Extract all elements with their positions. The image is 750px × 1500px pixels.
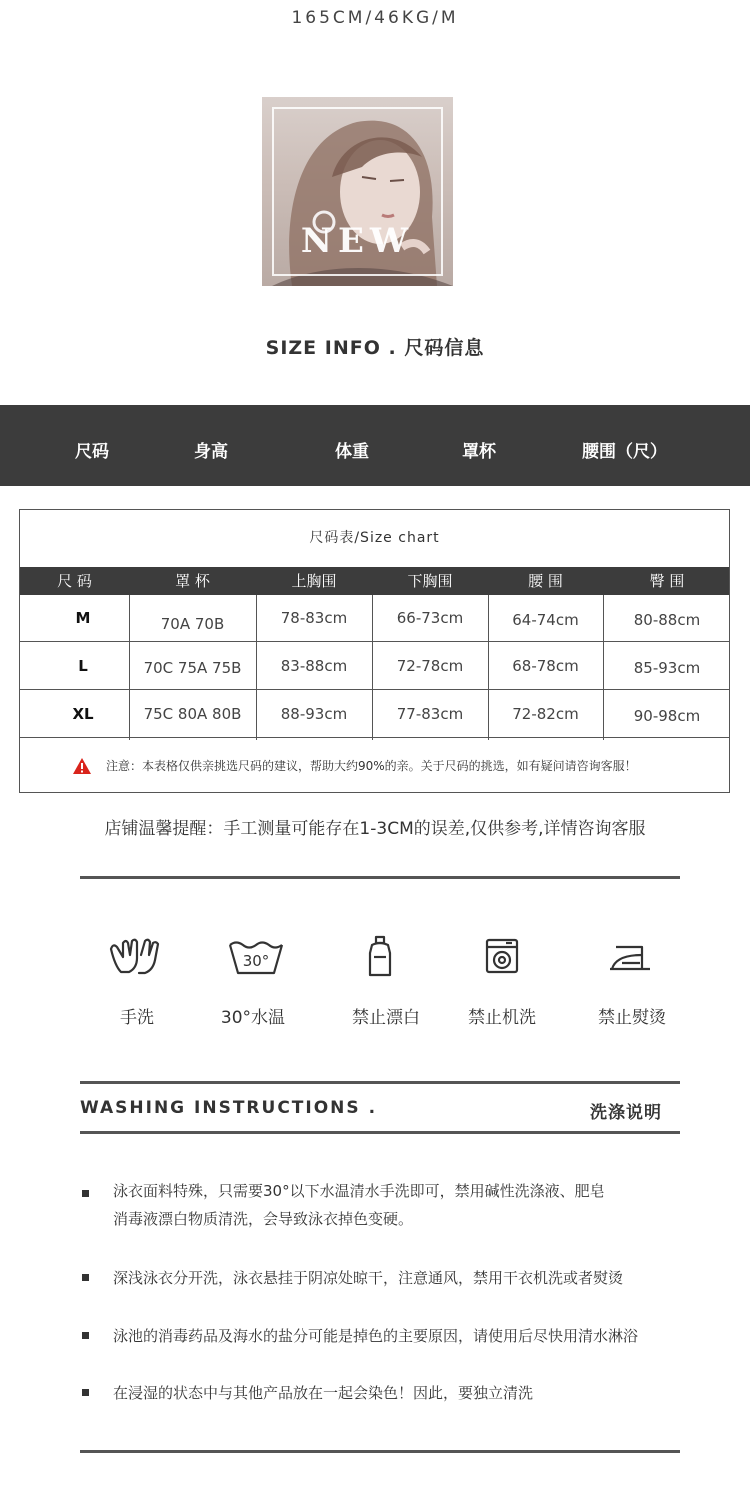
- cell-waist: 64-74cm: [512, 611, 579, 629]
- note-text: 注意：本表格仅供亲挑选尺码的建议，帮助大约90%的亲。关于尺码的挑选，如有疑问请咨询客服！: [106, 759, 637, 773]
- care-label-no-bleach: 禁止漂白: [352, 1008, 420, 1028]
- wash-item: 泳池的消毒药品及海水的盐分可能是掉色的主要原因，请使用后尽快用清水淋浴: [113, 1327, 639, 1345]
- cell-upper-bust: 88-93cm: [280, 705, 348, 723]
- warning-icon: [72, 757, 92, 775]
- cell-upper-bust: 78-83cm: [280, 609, 348, 627]
- model-info: 165CM/46KG/M: [291, 8, 459, 28]
- divider: [80, 876, 680, 879]
- col-upper-bust: 上胸围: [291, 572, 337, 590]
- care-label-no-iron: 禁止熨烫: [598, 1008, 666, 1028]
- table-row: [20, 643, 729, 690]
- wash-item: [113, 1178, 605, 1232]
- wash-item: 深浅泳衣分开洗，泳衣悬挂于阴凉处晾干，注意通风，禁用干衣机洗或者熨烫: [113, 1269, 624, 1287]
- cell-waist: 68-78cm: [512, 657, 579, 675]
- shop-reminder: 店铺温馨提醒：手工测量可能存在1-3CM的误差,仅供参考,详情咨询客服: [104, 819, 646, 839]
- washing-instructions-title: WASHING INSTRUCTIONS .: [80, 1098, 378, 1118]
- washing-instructions-title-cn: 洗涤说明: [590, 1103, 662, 1123]
- cell-under-bust: 66-73cm: [396, 609, 464, 627]
- no-iron-icon: [600, 935, 660, 979]
- wash-item-line: 泳衣面料特殊，只需要30°以下水温清水手洗即可，禁用碱性洗涤液、肥皂: [113, 1182, 605, 1200]
- cell-upper-bust: 83-88cm: [280, 657, 348, 675]
- col-hip: 臀 围: [649, 572, 685, 590]
- cell-under-bust: 72-78cm: [396, 657, 464, 675]
- no-bleach-icon: [350, 935, 410, 979]
- header-weight: 体重: [335, 442, 369, 462]
- bullet-icon: [82, 1332, 89, 1339]
- bullet-icon: [82, 1190, 89, 1197]
- table-row: [20, 691, 729, 738]
- cell-size: M: [75, 609, 91, 627]
- cell-waist: 72-82cm: [512, 705, 579, 723]
- new-badge-text: NEW: [300, 221, 415, 261]
- col-cup: 罩 杯: [175, 572, 210, 590]
- size-chart-table: [19, 509, 730, 793]
- cell-hip: 80-88cm: [633, 611, 701, 629]
- bullet-icon: [82, 1389, 89, 1396]
- column-divider: [603, 595, 604, 740]
- cell-size: L: [78, 657, 88, 675]
- header-size: 尺码: [75, 442, 109, 462]
- cell-size: XL: [72, 705, 94, 723]
- cell-cup: 75C 80A 80B: [143, 705, 242, 723]
- water-temp-30-icon: [226, 935, 286, 979]
- bullet-icon: [82, 1274, 89, 1281]
- care-label-hand-wash: 手洗: [120, 1008, 154, 1028]
- col-waist: 腰 围: [528, 572, 563, 590]
- column-divider: [129, 595, 130, 740]
- wash-item: 在浸湿的状态中与其他产品放在一起会染色！因此，要独立清洗: [113, 1384, 534, 1402]
- size-info-title: SIZE INFO . 尺码信息: [265, 337, 485, 359]
- column-divider: [256, 595, 257, 740]
- model-photo: [262, 97, 453, 286]
- size-chart-header-row: [20, 567, 729, 595]
- size-chart-title: 尺码表/Size chart: [309, 530, 440, 546]
- header-height: 身高: [194, 442, 228, 462]
- size-chart-note: [20, 740, 729, 793]
- col-under-bust: 下胸围: [407, 572, 453, 590]
- column-divider: [488, 595, 489, 740]
- cell-hip: 85-93cm: [633, 659, 701, 677]
- divider: [80, 1450, 680, 1453]
- table-row: [20, 595, 729, 642]
- column-divider: [372, 595, 373, 740]
- divider: [80, 1081, 680, 1084]
- care-label-no-machine-wash: 禁止机洗: [468, 1008, 536, 1028]
- cell-under-bust: 77-83cm: [396, 705, 464, 723]
- no-machine-wash-icon: [472, 935, 532, 979]
- cell-cup: 70A 70B: [160, 615, 225, 633]
- svg-text:30°: 30°: [242, 952, 270, 970]
- care-label-water-temp: 30°水温: [220, 1008, 286, 1028]
- cell-hip: 90-98cm: [633, 707, 701, 725]
- header-waist: 腰围（尺）: [582, 442, 667, 462]
- col-size: 尺 码: [57, 572, 92, 590]
- header-cup: 罩杯: [462, 442, 496, 462]
- divider: [80, 1131, 680, 1134]
- size-header-bar: [0, 405, 750, 486]
- wash-item-line: 消毒液漂白物质清洗，会导致泳衣掉色变硬。: [113, 1210, 414, 1228]
- hand-wash-icon: [105, 935, 165, 979]
- cell-cup: 70C 75A 75B: [143, 659, 242, 677]
